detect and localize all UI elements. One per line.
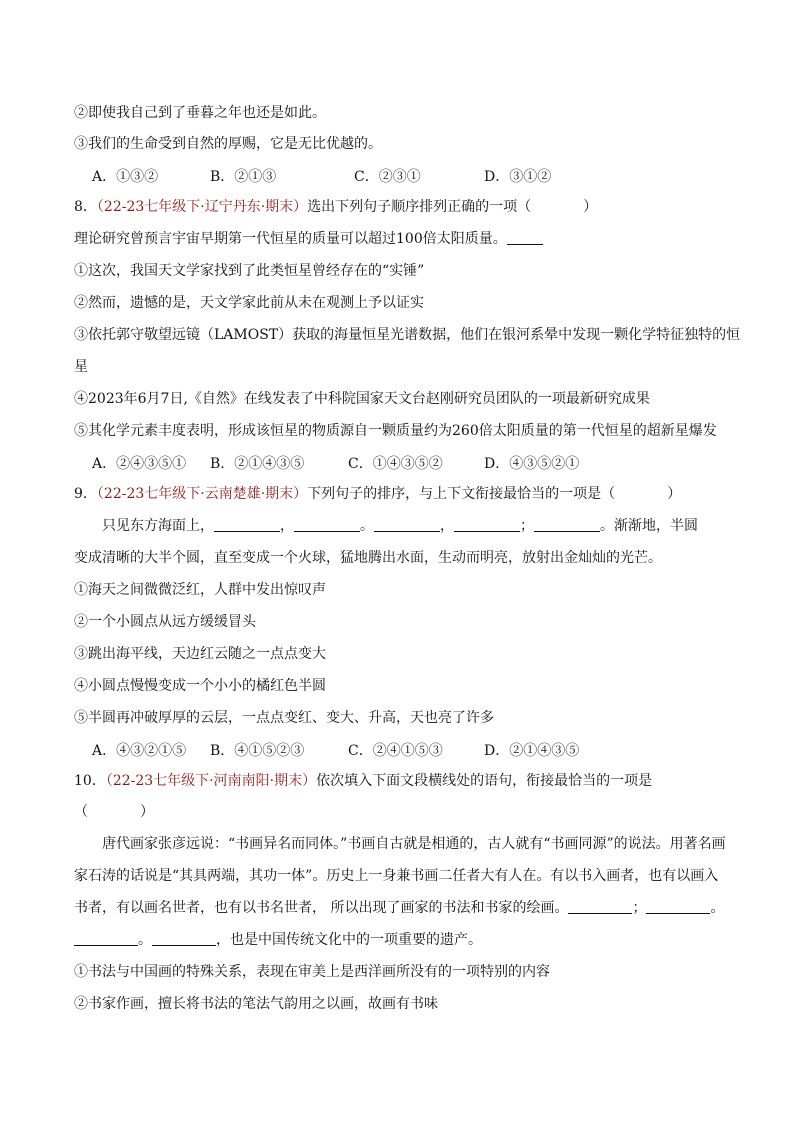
option-b: B．④①⑤②③: [210, 743, 305, 759]
punct: ；: [520, 518, 534, 534]
q10-stem: 依次填入下面文段横线处的语句，衔接最恰当的一项是: [316, 773, 653, 789]
q9-passage-line-2: 变成清晰的大半个圆，直至变成一个火球，猛地腾出水面，生动而明亮，放射出金灿灿的光芒。: [74, 550, 662, 566]
answer-blank: [507, 230, 543, 245]
punct: ，: [440, 518, 454, 534]
punct: ；: [632, 900, 647, 916]
q8-stem: 选出下列句子顺序排列正确的一项（: [307, 199, 532, 215]
q8-source: （22-23七年级下·辽宁丹东·期末）: [96, 199, 308, 215]
answer-blank: [646, 899, 710, 914]
prev-sentence-2: ②即使我自己到了垂暮之年也还是如此。: [74, 105, 326, 121]
option-a: A．②④③⑤①: [92, 456, 187, 472]
q9-item-5: ⑤半圆再冲破厚厚的云层，一点点变红、变大、升高，天也亮了许多: [74, 710, 494, 726]
q9-item-2: ②一个小圆点从远方缓缓冒头: [74, 614, 256, 630]
q9-passage-start: 只见东方海面上，: [102, 518, 214, 534]
q9-close-paren: ）: [667, 486, 682, 502]
q8-header: [74, 198, 734, 216]
q9-item-3: ③跳出海平线，天边红云随之一点点变大: [74, 646, 326, 662]
option-d: D．④③⑤②①: [484, 456, 580, 472]
answer-blank: [294, 517, 360, 532]
q10-passage: [74, 828, 726, 956]
q8-close-paren: ）: [583, 199, 598, 215]
q8-item-2: ②然而，遗憾的是，天文学家此前从未在观测上予以证实: [74, 295, 424, 311]
answer-blank: [374, 517, 440, 532]
q9-passage-line-1: [74, 517, 734, 535]
q10-passage-text: 唐代画家张彦远说：“书画异名而同体。”书画自古就是相通的，古人就有“书画同源”的说法。用著名画家石涛的话说是“其具两端，其功一体”。历史上一身兼书画二任者大有人在。有以书入画者，也有以画入书者，有以画名世者，也有以书名世者， 所以出现了画家的书法和书家的绘画。: [74, 836, 726, 916]
q8-item-3-cont: 星: [74, 359, 88, 375]
q9-item-4: ④小圆点慢慢变成一个小小的橘红色半圆: [74, 678, 326, 694]
q8-lead-text: 理论研究曾预言宇宙早期第一代恒星的质量可以超过100倍太阳质量。: [74, 231, 507, 247]
answer-blank: [74, 931, 138, 946]
q10-passage-tail: ，也是中国传统文化中的一项重要的遗产。: [216, 932, 482, 948]
option-b: B．②①③: [210, 169, 277, 185]
q8-number: 8．: [74, 199, 97, 215]
q10-source: （22-23七年级下·河南南阳·期末）: [105, 773, 317, 789]
option-c: C．②④①⑤③: [348, 743, 443, 759]
answer-blank: [568, 899, 632, 914]
punct: ，: [280, 518, 294, 534]
q9-item-1: ①海天之间微微泛红，人群中发出惊叹声: [74, 582, 326, 598]
q8-lead: [74, 230, 734, 248]
option-c: C．①④③⑤②: [348, 456, 443, 472]
q9-stem: 下列句子的排序，与上下文衔接最恰当的一项是（: [307, 486, 616, 502]
q10-close-paren: ）: [140, 804, 154, 820]
q9-options: [92, 740, 732, 760]
answer-blank: [214, 517, 280, 532]
q10-open-paren: （: [74, 804, 88, 820]
prev-options: [92, 166, 732, 186]
option-a: A．①③②: [92, 169, 159, 185]
option-a: A．④③②①⑤: [92, 743, 187, 759]
q8-item-1: ①这次，我国天文学家找到了此类恒星曾经存在的“实锤”: [74, 263, 425, 279]
answer-blank: [152, 931, 216, 946]
option-d: D．②①④③⑤: [484, 743, 580, 759]
answer-blank: [454, 517, 520, 532]
q10-item-2: ②书家作画，擅长将书法的笔法气韵用之以画，故画有书味: [74, 996, 438, 1012]
q10-number: 10．: [74, 773, 106, 789]
q8-item-4: ④2023年6月7日,《自然》在线发表了中科院国家天文台赵刚研究员团队的一项最新研究成果: [74, 391, 650, 407]
option-d: D．③①②: [484, 169, 552, 185]
answer-blank: [534, 517, 600, 532]
q8-item-3: ③依托郭守敬望远镜（LAMOST）获取的海量恒星光谱数据，他们在银河系晕中发现一颗化学特征独特的恒: [74, 327, 741, 343]
q9-passage-cont: 。渐渐地，半圆: [600, 518, 698, 534]
option-c: C．②③①: [354, 169, 421, 185]
punct: 。: [138, 932, 152, 948]
prev-sentence-3: ③我们的生命受到自然的厚赐，它是无比优越的。: [74, 136, 382, 152]
q8-options: [92, 453, 732, 473]
q9-number: 9．: [74, 486, 97, 502]
q8-item-5: ⑤其化学元素丰度表明，形成该恒星的物质源自一颗质量约为260倍太阳质量的第一代恒星的超新星爆发: [74, 423, 717, 439]
q9-header: [74, 485, 734, 503]
q10-item-1: ①书法与中国画的特殊关系，表现在审美上是西洋画所没有的一项特别的内容: [74, 964, 550, 980]
punct: 。: [360, 518, 374, 534]
option-b: B．②①④③⑤: [210, 456, 305, 472]
q9-source: （22-23七年级下·云南楚雄·期末）: [96, 486, 308, 502]
punct: 。: [710, 900, 725, 916]
q10-answer-paren: [74, 803, 734, 821]
q10-header: [74, 772, 734, 790]
